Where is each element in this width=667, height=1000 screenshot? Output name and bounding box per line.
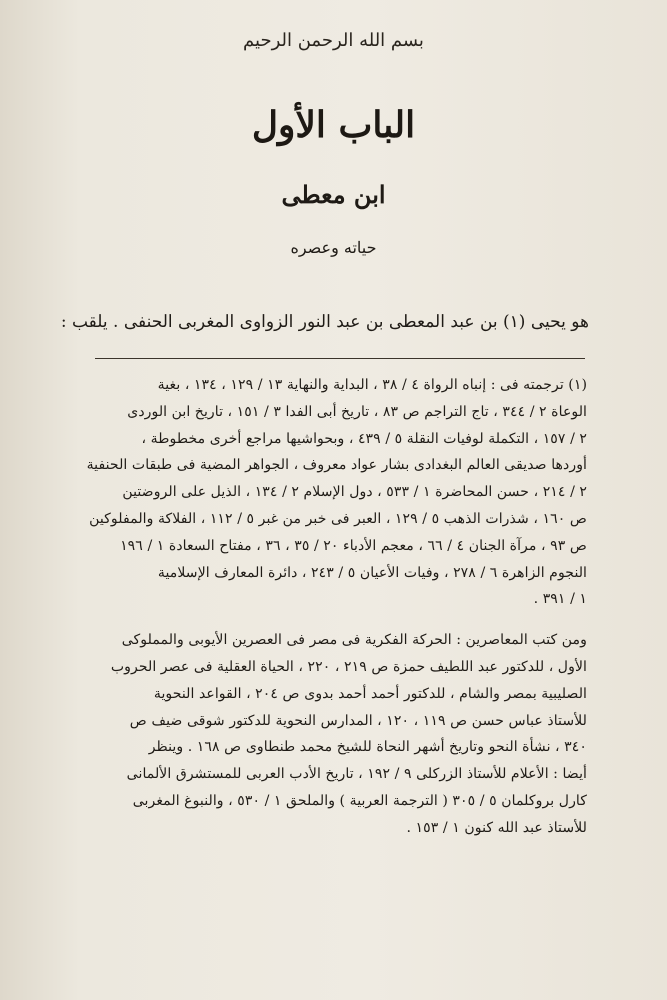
footnote-line: الوعاة ٢ / ٣٤٤ ، تاج التراجم ص ٨٣ ، تاريخ أبى الفدا ٣ / ١٥١ ، تاريخ ابن الوردى xyxy=(127,403,587,420)
footnote-line: كارل بروكلمان ٥ / ٣٠٥ ( الترجمة العربية ) والملحق ١ / ٥٣٠ ، والنبوغ المغربى xyxy=(132,792,587,809)
footnote-line: ومن كتب المعاصرين : الحركة الفكرية فى مصر فى العصرين الأيوبى والمملوكى xyxy=(121,632,587,649)
paragraph-gap xyxy=(77,613,587,627)
subtitle: حياته وعصره xyxy=(290,238,377,257)
footnote-line: للأستاذ عبد الله كنون ١ / ١٥٣ . xyxy=(406,819,587,836)
footnote-line: الصليبية بمصر والشام ، للدكتور أحمد أحمد بدوى ص ٢٠٤ ، القواعد النحوية xyxy=(153,685,587,702)
footnote-line: ٣٤٠ ، نشأة النحو وتاريخ أشهر النحاة للشيخ محمد طنطاوى ص ١٦٨ . وينظر xyxy=(148,739,587,756)
footnote-line: ١ / ٣٩١ . xyxy=(533,591,587,608)
subject-heading: ابن معطى xyxy=(281,180,386,209)
basmala-heading: بسم الله الرحمن الرحيم xyxy=(243,30,424,51)
chapter-title: الباب الأول xyxy=(251,104,416,146)
footnote-line: النجوم الزاهرة ٦ / ٢٧٨ ، وفيات الأعيان ٥ / ٢٤٣ ، دائرة المعارف الإسلامية xyxy=(157,564,587,581)
intro-line: هو يحيى (١) بن عبد المعطى بن عبد النور الزواوى المغربى الحنفى . يلقب : xyxy=(60,312,589,332)
footnote-line: ٢ / ٢١٤ ، حسن المحاضرة ١ / ٥٣٣ ، دول الإسلام ٢ / ١٣٤ ، الذيل على الروضتين xyxy=(122,484,587,501)
footnote-block xyxy=(77,372,587,842)
footnote-line: ٢ / ١٥٧ ، التكملة لوفيات النقلة ٥ / ٤٣٩ ، وبحواشيها مراجع أخرى مخطوطة ، xyxy=(141,430,587,447)
footnote-line: ص ١٦٠ ، شذرات الذهب ٥ / ١٢٩ ، العبر فى خبر من غبر ٥ / ١١٢ ، الفلاكة والمفلوكين xyxy=(89,510,587,527)
footnote-line: أوردها صديقى العالم البغدادى بشار عواد معروف ، الجواهر المضية فى طبقات الحنفية xyxy=(86,457,587,474)
footnote-line: ص ٩٣ ، مرآة الجنان ٤ / ٦٦ ، معجم الأدباء ٢٠ / ٣٥ ، ٣٦ ، مفتاح السعادة ١ / ١٩٦ xyxy=(120,537,587,554)
footnote-line: أيضا : الأعلام للأستاذ الزركلى ٩ / ١٩٢ ، تاريخ الأدب العربى للمستشرق الألمانى xyxy=(126,766,587,783)
footnote-line: (١) ترجمته فى : إنباه الرواة ٤ / ٣٨ ، البداية والنهاية ١٣ / ١٢٩ ، ١٣٤ ، بغية xyxy=(157,377,587,393)
footnote-line: للأستاذ عباس حسن ص ١١٩ ، ١٢٠ ، المدارس النحوية للدكتور شوقى ضيف ص xyxy=(129,712,587,729)
footnote-divider xyxy=(95,358,585,359)
footnote-line: الأول ، للدكتور عبد اللطيف حمزة ص ٢١٩ ، ٢٢٠ ، الحياة العقلية فى عصر الحروب xyxy=(110,658,587,675)
